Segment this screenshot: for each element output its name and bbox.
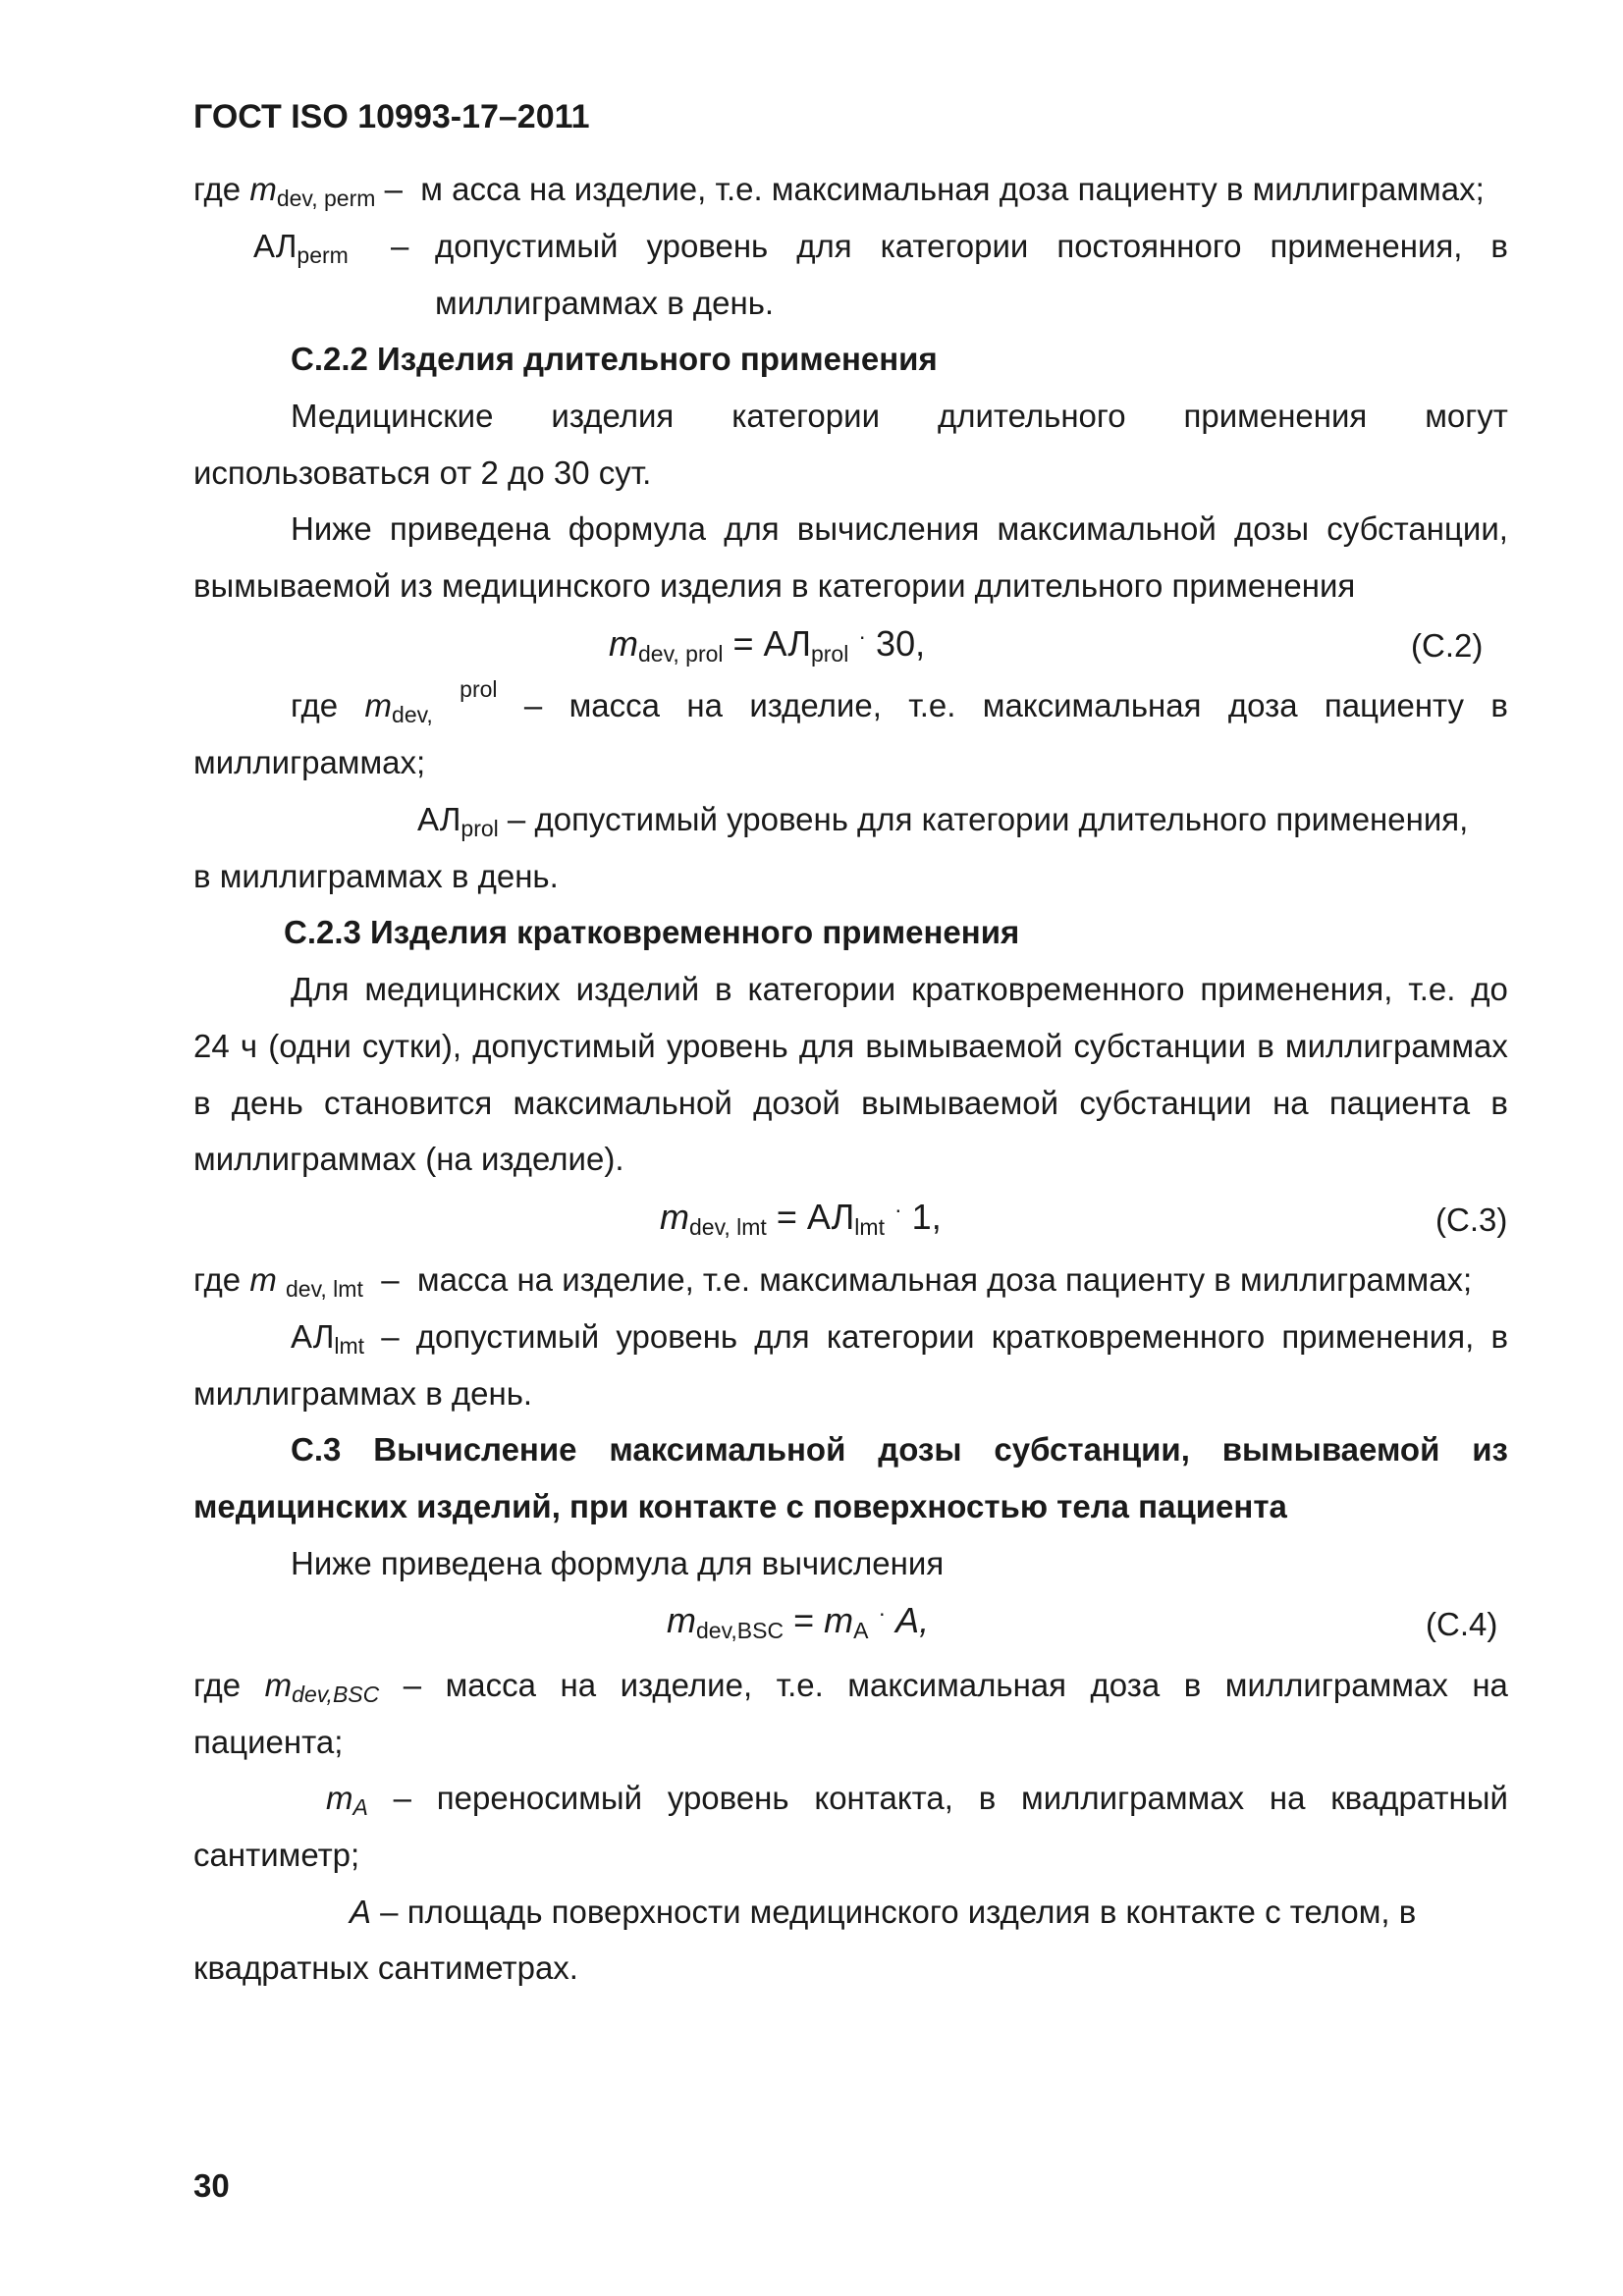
- definition-text-continuation: миллиграммах в день.: [435, 285, 775, 321]
- definition-m-a: [326, 1780, 1508, 1820]
- word: применения,: [1200, 971, 1393, 1007]
- word: для: [796, 228, 852, 264]
- word: в: [1490, 228, 1508, 264]
- word-gde: где: [193, 1261, 242, 1298]
- definition-text: – площадь поверхности медицинского изделия в контакте с телом, в: [371, 1894, 1417, 1930]
- word: в: [978, 1780, 997, 1816]
- symbol-m: m: [667, 1600, 696, 1640]
- formula-number: (С.4): [1426, 1606, 1498, 1642]
- paragraph-line: [193, 1087, 1508, 1119]
- word: категории: [731, 398, 881, 434]
- word: Для: [291, 971, 350, 1007]
- formula-number: (С.2): [1411, 627, 1484, 664]
- word: уровень: [667, 1780, 789, 1816]
- paragraph-line: [193, 1030, 1508, 1062]
- word: кратковременного: [911, 971, 1185, 1007]
- definition-text-continuation: миллиграммах;: [193, 744, 426, 780]
- word: масса: [568, 687, 661, 723]
- word: вымываемой: [861, 1085, 1059, 1121]
- symbol-subscript: perm: [297, 242, 349, 268]
- symbol-m: m: [824, 1600, 854, 1640]
- symbol-subscript: dev,: [392, 702, 433, 727]
- word: категории: [826, 1318, 975, 1355]
- word: контакта,: [814, 1780, 953, 1816]
- symbol-m: m: [326, 1780, 353, 1816]
- symbol-subscript: dev, lmt: [689, 1214, 767, 1240]
- formula-c3: [660, 1197, 942, 1240]
- word: на: [1472, 1667, 1508, 1703]
- word: субстанции: [1079, 1085, 1252, 1121]
- word: применения,: [1281, 1318, 1475, 1355]
- symbol-subscript: dev,BSC: [292, 1682, 380, 1707]
- word: –: [381, 1318, 400, 1355]
- word: применения: [1183, 398, 1368, 434]
- word: длительного: [937, 398, 1126, 434]
- word: доза: [1090, 1667, 1161, 1703]
- word: могут: [1425, 398, 1508, 434]
- word: квадратный: [1330, 1780, 1508, 1816]
- word: Вычисление: [373, 1431, 577, 1468]
- word: на: [1272, 1085, 1309, 1121]
- word: на: [686, 687, 723, 723]
- word: категории: [747, 971, 896, 1007]
- word: Медицинские: [291, 398, 494, 434]
- definition-m-dev-perm: [193, 171, 1485, 211]
- symbol-subscript: prol: [810, 641, 849, 667]
- word: уровень: [616, 1318, 738, 1355]
- definition-text-continuation: квадратных сантиметрах.: [193, 1949, 578, 1986]
- word: в: [1257, 1028, 1274, 1064]
- word: дозы: [878, 1431, 962, 1468]
- word: изделия: [551, 398, 675, 434]
- word: становится: [324, 1085, 493, 1121]
- symbol-subscript: A: [352, 1794, 368, 1820]
- word: медицинских: [364, 971, 561, 1007]
- word: для: [754, 1318, 810, 1355]
- word: вымываемой: [1221, 1431, 1440, 1468]
- paragraph-line: [291, 512, 1508, 545]
- word: постоянного: [1056, 228, 1242, 264]
- dash: –: [381, 1261, 400, 1298]
- symbol-a: A: [350, 1894, 372, 1930]
- paragraph-continuation: вымываемой из медицинского изделия в категории длительного применения: [193, 567, 1356, 604]
- section-heading-c22: С.2.2 Изделия длительного применения: [291, 341, 938, 377]
- word: пациенту: [1324, 687, 1465, 723]
- definition-text-continuation: в миллиграммах в день.: [193, 858, 559, 894]
- paragraph-line: [291, 400, 1508, 432]
- word: формула: [568, 510, 707, 547]
- symbol-subscript: dev, perm: [276, 186, 376, 211]
- dash: –: [391, 228, 409, 264]
- multiply-dot: ·: [893, 1197, 902, 1222]
- dash: –: [384, 171, 403, 207]
- word: т.е.: [776, 1667, 824, 1703]
- word: допустимый: [415, 1318, 600, 1355]
- word: Ниже: [291, 510, 372, 547]
- symbol-m: m: [609, 623, 638, 664]
- paragraph-continuation: использоваться от 2 до 30 сут.: [193, 454, 652, 491]
- word: т.е.: [1408, 971, 1456, 1007]
- definition-text-continuation: сантиметр;: [193, 1837, 360, 1873]
- word: на: [1269, 1780, 1306, 1816]
- word: допустимый: [435, 228, 619, 264]
- word: день: [231, 1085, 303, 1121]
- word: изделий: [575, 971, 700, 1007]
- symbol-a: A,: [895, 1600, 930, 1640]
- word: (одни: [268, 1028, 352, 1064]
- word: допустимый: [472, 1028, 656, 1064]
- definition-al-prol: [417, 801, 1469, 841]
- equals-al: = АЛ: [776, 1197, 855, 1237]
- definition-m-dev-prol: [291, 676, 1508, 727]
- symbol-al: АЛ: [253, 228, 298, 264]
- word: миллиграммах: [1284, 1028, 1508, 1064]
- symbol-m: m: [264, 1667, 293, 1703]
- section-heading-c3: [291, 1433, 1508, 1466]
- symbol-subscript: dev, prol: [638, 641, 724, 667]
- definition-text: масса на изделие, т.е. максимальная доза пациенту в миллиграммах;: [416, 1261, 1473, 1298]
- word: –: [403, 1667, 422, 1703]
- formula-number: (С.3): [1435, 1201, 1508, 1238]
- symbol-subscript: dev,BSC: [696, 1618, 784, 1643]
- word: кратковременного: [991, 1318, 1266, 1355]
- word: максимальной: [513, 1085, 732, 1121]
- word-gde: где: [291, 687, 339, 723]
- definition-al-lmt: [291, 1318, 1508, 1359]
- word: максимальная: [847, 1667, 1067, 1703]
- symbol-subscript: A: [853, 1618, 869, 1643]
- word: масса: [445, 1667, 536, 1703]
- word: для: [724, 510, 780, 547]
- definition-m-dev-bsc: [193, 1667, 1508, 1707]
- symbol-m: m: [364, 687, 393, 723]
- symbol-subscript: prol: [460, 676, 498, 702]
- section-heading-c3-continuation: медицинских изделий, при контакте с поверхностью тела пациента: [193, 1488, 1287, 1524]
- word: максимальной: [997, 510, 1217, 547]
- word: –: [523, 687, 543, 723]
- section-heading-c23: С.2.3 Изделия кратковременного применения: [284, 914, 1020, 950]
- symbol-subscript: prol: [460, 816, 499, 841]
- symbol-subscript: lmt: [854, 1214, 885, 1240]
- word: С.3: [291, 1431, 342, 1468]
- word: в: [1183, 1667, 1202, 1703]
- word: миллиграммах: [1224, 1667, 1448, 1703]
- formula-c4: [667, 1600, 930, 1643]
- word-gde: где: [193, 171, 242, 207]
- word: т.е.: [908, 687, 956, 723]
- symbol-al-perm: [253, 228, 349, 268]
- word: из: [1472, 1431, 1508, 1468]
- definition-a: [350, 1896, 1416, 1928]
- symbol-al: АЛ: [417, 801, 461, 837]
- definition-text-continuation: миллиграммах в день.: [193, 1375, 533, 1412]
- word: максимальной: [609, 1431, 846, 1468]
- word: ч: [240, 1028, 258, 1064]
- word-gde: где: [193, 1667, 242, 1703]
- word: приведена: [389, 510, 551, 547]
- word: миллиграммах: [1021, 1780, 1245, 1816]
- word: сутки),: [361, 1028, 462, 1064]
- paragraph-line: Ниже приведена формула для вычисления: [291, 1545, 945, 1581]
- definition-text-continuation: пациента;: [193, 1724, 344, 1760]
- symbol-m: m: [249, 171, 277, 207]
- symbol-m: m: [249, 1261, 277, 1298]
- word: в: [715, 971, 732, 1007]
- word: изделие,: [749, 687, 882, 723]
- word: максимальная: [982, 687, 1202, 723]
- formula-value: 1,: [911, 1197, 942, 1237]
- definition-text: – допустимый уровень для категории длительного применения,: [498, 801, 1469, 837]
- word: применения,: [1270, 228, 1463, 264]
- symbol-m: m: [660, 1197, 689, 1237]
- symbol-al: АЛ: [291, 1318, 335, 1355]
- formula-c2: [609, 623, 926, 667]
- word: дозой: [753, 1085, 840, 1121]
- word: дозы: [1233, 510, 1310, 547]
- page-number: 30: [193, 2167, 230, 2204]
- symbol-subscript: lmt: [334, 1333, 365, 1359]
- word: изделие,: [620, 1667, 753, 1703]
- symbol-subscript: dev, lmt: [286, 1276, 363, 1302]
- definition-text: м асса на изделие, т.е. максимальная доза пациенту в миллиграммах;: [420, 171, 1485, 207]
- document-header: ГОСТ ISO 10993-17–2011: [193, 98, 590, 135]
- word: категории: [880, 228, 1029, 264]
- word: пациента: [1328, 1085, 1471, 1121]
- definition-text-line: [435, 230, 1508, 262]
- word: субстанции: [1073, 1028, 1247, 1064]
- word: переносимый: [436, 1780, 643, 1816]
- paragraph-line: [291, 973, 1508, 1005]
- multiply-dot: ·: [858, 623, 867, 649]
- word: до: [1471, 971, 1508, 1007]
- word: для: [798, 1028, 855, 1064]
- word: вычисления: [796, 510, 980, 547]
- definition-m-dev-lmt: [193, 1261, 1473, 1302]
- word: доза: [1227, 687, 1298, 723]
- multiply-dot: ·: [878, 1600, 887, 1626]
- word: уровень: [646, 228, 769, 264]
- word: в: [193, 1085, 211, 1121]
- word: субстанции,: [1326, 510, 1508, 547]
- formula-value: 30,: [876, 623, 926, 664]
- equals-al: = АЛ: [732, 623, 811, 664]
- word: на: [560, 1667, 597, 1703]
- word: в: [1490, 687, 1508, 723]
- word: в: [1490, 1085, 1508, 1121]
- word: –: [393, 1780, 411, 1816]
- word: вымываемой: [865, 1028, 1063, 1064]
- word: в: [1490, 1318, 1508, 1355]
- word: уровень: [666, 1028, 788, 1064]
- word: субстанции,: [994, 1431, 1190, 1468]
- word: 24: [193, 1028, 230, 1064]
- paragraph-line: миллиграммах (на изделие).: [193, 1141, 624, 1177]
- equals: =: [793, 1600, 825, 1640]
